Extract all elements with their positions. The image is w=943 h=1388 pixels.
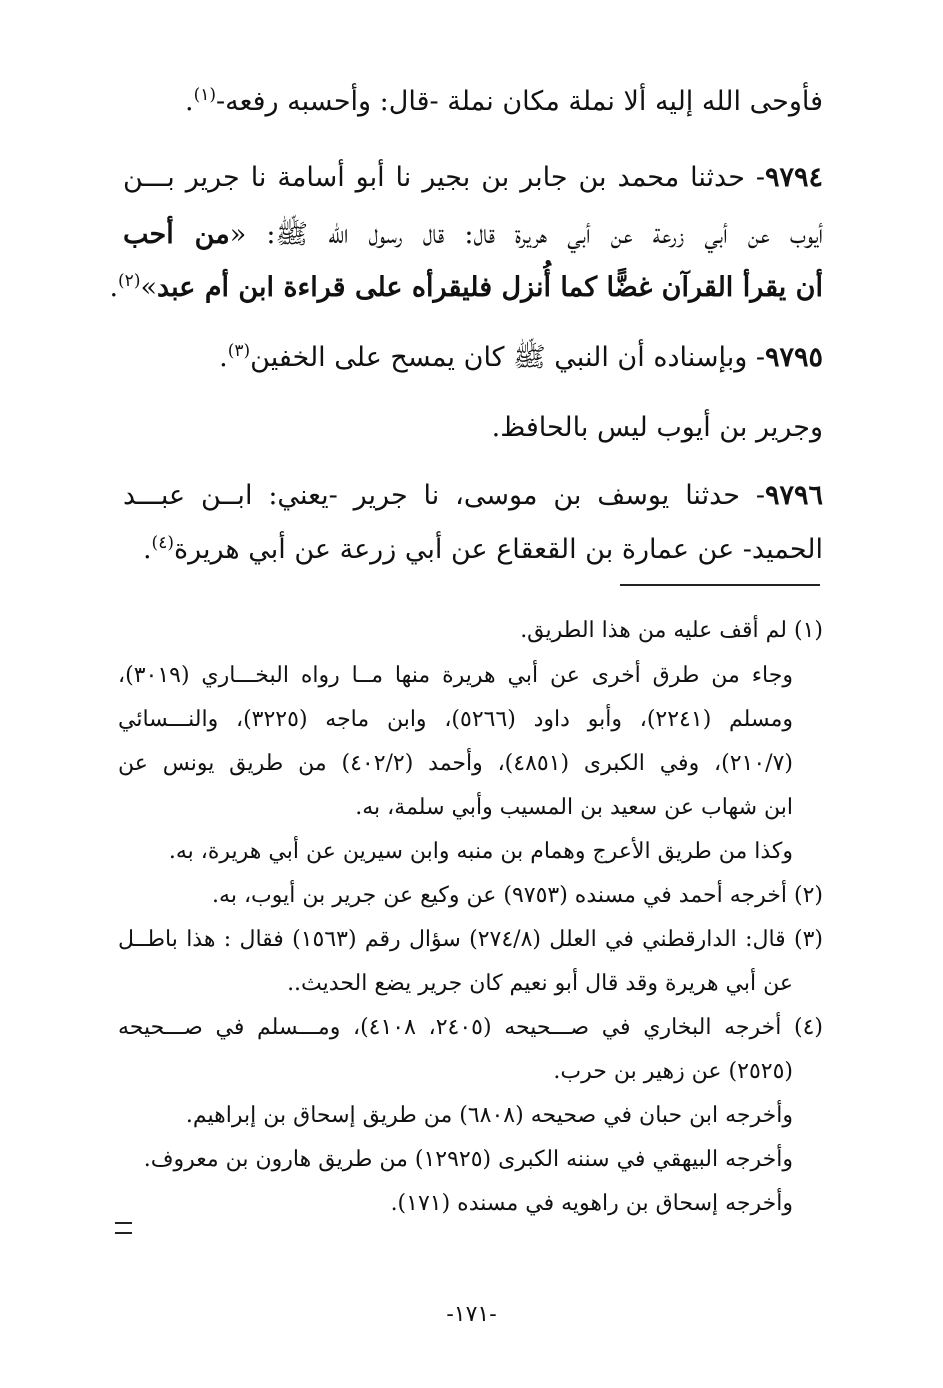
continuation-line <box>123 82 823 122</box>
footnote-1-line-3: ومسلم (٢٢٤١)، وأبو داود (٥٢٦٦)، وابن ماجه (٣٢٢٥)، والنـــسائي <box>118 707 793 732</box>
period: . <box>109 272 119 303</box>
hadith-text: - وبإسناده أن النبي ﷺ كان يمسح على الخفين <box>250 342 765 373</box>
hadith-9796-line-1 <box>123 476 823 516</box>
quote-close: » <box>140 272 157 303</box>
footnote-ref-1: (١) <box>193 85 216 105</box>
hadith-number: ٩٧٩٦ <box>764 480 823 511</box>
period: . <box>184 86 194 117</box>
footnote-2-line-1: (٢) أخرجه أحمد في مسنده (٩٧٥٣) عن وكيع عن جرير بن أيوب، به. <box>212 883 823 908</box>
hadith-number: ٩٧٩٥ <box>764 342 823 373</box>
footnote-1-line-5: ابن شهاب عن سعيد بن المسيب وأبي سلمة، به. <box>355 795 793 820</box>
footnote-3-line-1: (٣) قال: الدارقطني في العلل (٢٧٤/٨) سؤال رقم (١٥٦٣) فقال : هذا باطــل <box>118 927 824 952</box>
hadith-text: - حدثنا محمد بن جابر بن بجير نا أبو أسامة نا جرير بـــن <box>123 162 765 193</box>
footnote-1-line-4: (٢١٠/٧)، وفي الكبرى (٤٨٥١)، وأحمد (٤٠٢/٢) من طريق يونس عن <box>118 751 793 776</box>
footnote-4-line-2: (٢٥٢٥) عن زهير بن حرب. <box>553 1059 793 1084</box>
footnote-ref-2: (٢) <box>118 271 141 291</box>
hadith-9795 <box>123 338 823 378</box>
footnote-3-line-2: عن أبي هريرة وقد قال أبو نعيم كان جرير يضع الحديث.. <box>287 971 793 996</box>
footnote-4-line-4: وأخرجه البيهقي في سننه الكبرى (١٢٩٢٥) من طريق هارون بن معروف. <box>143 1147 793 1172</box>
footnote-ref-4: (٤) <box>151 533 174 553</box>
continuation-text: فأوحى الله إليه ألا نملة مكان نملة -قال: وأحسبه رفعه- <box>216 86 823 117</box>
hadith-text: - حدثنا يوسف بن موسى، نا جرير -يعني: ابــن عبـــد <box>123 480 765 511</box>
hadith-text: الحميد- عن عمارة بن القعقاع عن أبي زرعة عن أبي هريرة <box>173 534 823 565</box>
hadith-text: أيوب عن أبي زرعة عن أبي هريرة قال: قال رسول الله ﷺ: « <box>229 219 823 250</box>
jarir-note <box>123 408 823 448</box>
footnote-1-line-1: (١) لم أقف عليه من هذا الطريق. <box>520 618 823 643</box>
footnote-separator <box>620 584 820 586</box>
hadith-9794-line-3 <box>109 268 823 308</box>
period: . <box>219 342 228 373</box>
footnote-4-line-5: وأخرجه إسحاق بن راهويه في مسنده (١٧١). <box>390 1191 793 1216</box>
page-number: -١٧١- <box>446 1302 497 1327</box>
footnote-ref-3: (٣) <box>227 341 251 361</box>
hadith-matn-bold: أن يقرأ القرآن غضًّا كما أُنزل فليقرأه على قراءة ابن أم عبد <box>156 272 823 303</box>
hadith-9796-line-2 <box>123 530 823 570</box>
footnote-1-line-6: وكذا من طريق الأعرج وهمام بن منبه وابن سيرين عن أبي هريرة، به. <box>168 839 793 864</box>
footnote-4-line-1: (٤) أخرجه البخاري في صـــحيحه (٢٤٠٥، ٤١٠٨)، ومـــسلم في صـــحيحه <box>118 1015 824 1040</box>
footnote-1-line-2: وجاء من طرق أخرى عن أبي هريرة منها مــا رواه البخـــاري (٣٠١٩)، <box>118 663 793 688</box>
hadith-9794-line-1 <box>123 158 823 198</box>
hadith-number: ٩٧٩٤ <box>764 162 823 193</box>
continuation-mark <box>115 1222 132 1234</box>
note-text: وجرير بن أيوب ليس بالحافظ. <box>491 412 823 443</box>
hadith-9794-line-2 <box>123 215 823 255</box>
period: . <box>142 534 152 565</box>
hadith-matn-bold: من أحب <box>123 219 230 250</box>
footnote-4-line-3: وأخرجه ابن حبان في صحيحه (٦٨٠٨) من طريق إسحاق بن إبراهيم. <box>185 1103 793 1128</box>
